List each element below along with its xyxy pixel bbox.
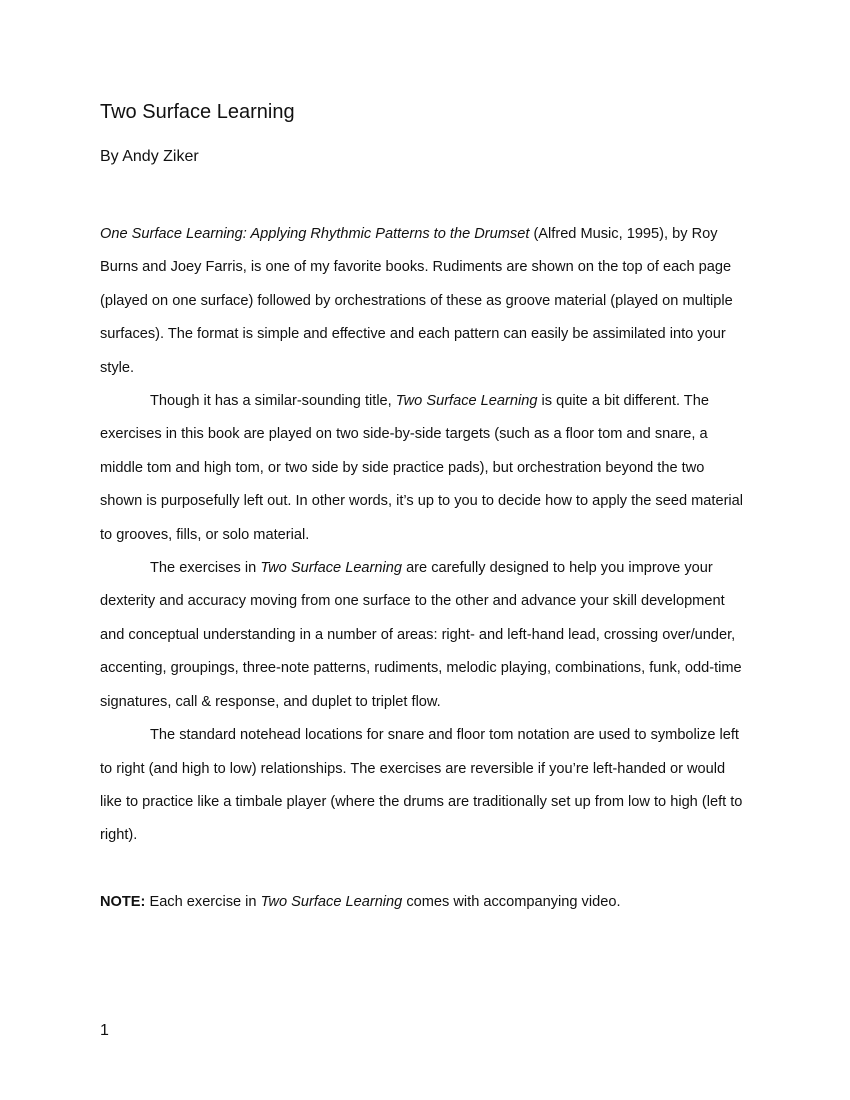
paragraph-3-before: The exercises in (150, 560, 261, 577)
paragraph-2 (100, 385, 748, 552)
page-number: 1 (100, 1022, 109, 1039)
body-text (100, 218, 748, 920)
note-paragraph (100, 886, 748, 919)
book-title-one-surface-learning: One Surface Learning: Applying Rhythmic Patterns to the Drumset (100, 226, 530, 242)
book-title-two-surface-learning: Two Surface Learning (260, 894, 403, 911)
note-after: comes with accompanying video. (402, 894, 621, 911)
paragraph-4 (100, 719, 748, 853)
paragraph-3 (100, 552, 748, 719)
paragraph-1 (100, 218, 748, 385)
book-title-two-surface-learning: Two Surface Learning (260, 560, 403, 577)
paragraph-4-text: The standard notehead locations for snare and floor tom notation are used to symbolize left to right (and high to low) relationships. The exercises are reversible if you’re left-handed or would like to practice like a timbale player (where the drums are traditionally set up from low to high (left to right). (100, 727, 743, 844)
author-line: By Andy Ziker (100, 148, 199, 165)
paragraph-2-before: Though it has a similar-sounding title, (150, 393, 396, 410)
book-title-two-surface-learning: Two Surface Learning (395, 393, 538, 410)
note-label: NOTE: (100, 894, 146, 911)
document-title: Two Surface Learning (100, 101, 295, 123)
paragraph-3-after: are carefully designed to help you improve your dexterity and accuracy moving from one surface to the other and advance your skill development and conceptual understanding in a number of areas: right- and left-hand lead, crossing over/under, accenting, groupings, three-note patterns, rudiments, melodic playing, combinations, funk, odd-time signatures, call & response, and duplet to triplet flow. (100, 560, 742, 710)
note-before: Each exercise in (145, 894, 261, 911)
paragraph-1-text: (Alfred Music, 1995), by Roy Burns and Joey Farris, is one of my favorite books. Rudiments are shown on the top of each page (played on one surface) followed by orchestrations of these as groove material (played on multiple surfaces). The format is simple and effective and each pattern can easily be assimilated into your style. (100, 226, 733, 376)
paragraph-2-after: is quite a bit different. The exercises in this book are played on two side-by-side targets (such as a floor tom and snare, a middle tom and high tom, or two side by side practice pads), but orchestration beyond the two shown is purposefully left out. In other words, it’s up to you to decide how to apply the seed material to grooves, fills, or solo material. (100, 393, 744, 543)
